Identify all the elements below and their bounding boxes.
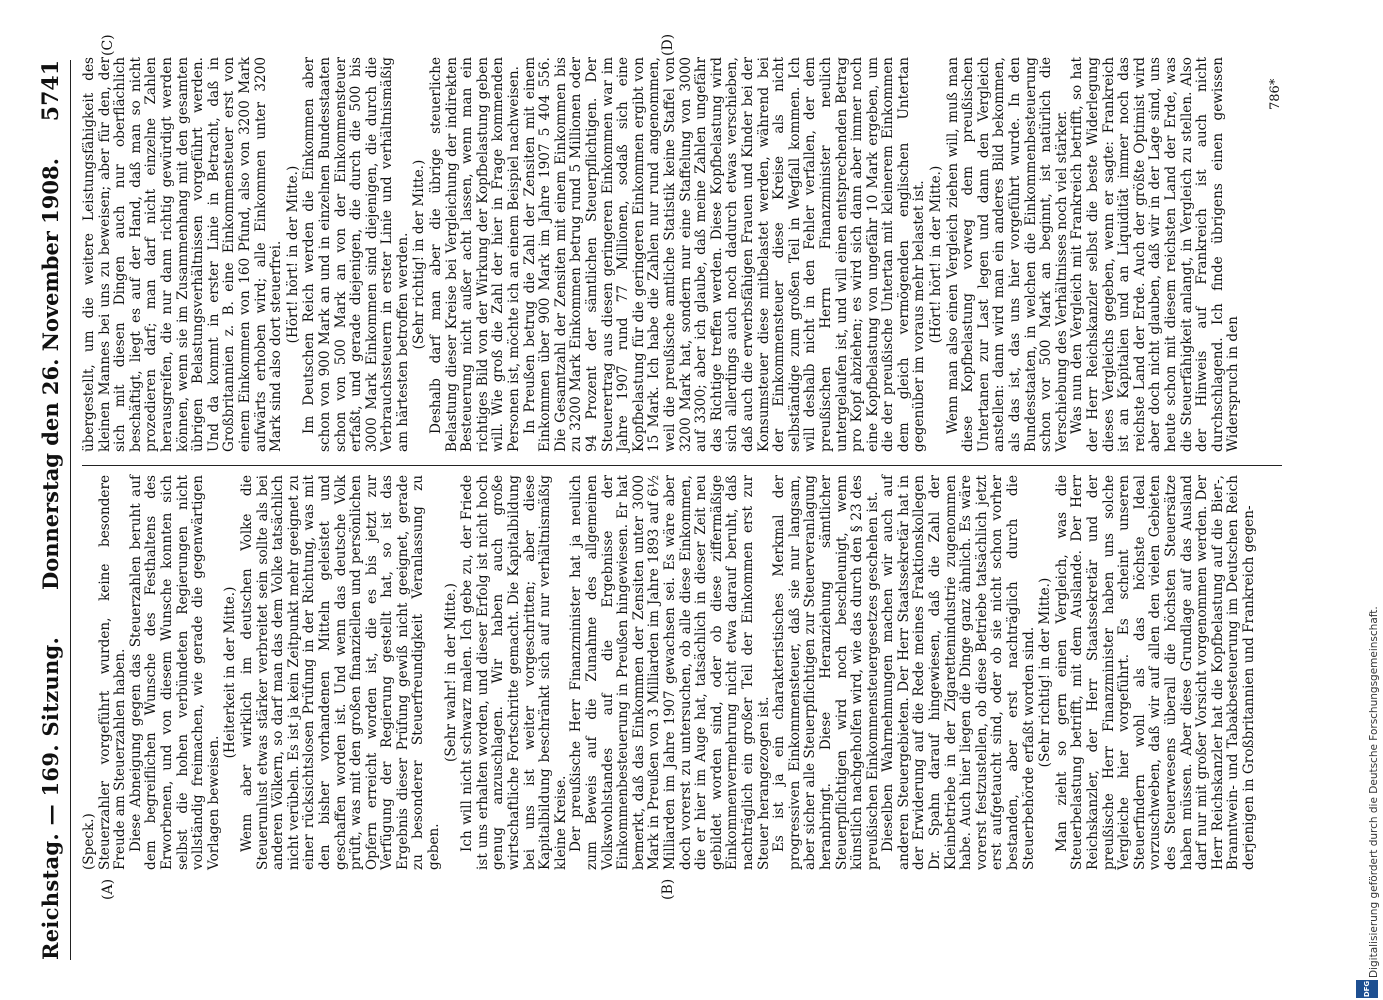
interjection: (Sehr wahr! in der Mitte.) bbox=[442, 583, 459, 762]
paragraph: Man zieht so gern einen Vergleich, was die Steuerbelastung betrifft, mit dem Auslande. Der Herr Reichskanzler, der Herr Staatssekretär und der preußische Herr Finanzminister haben uns solche Vergleiche hier vorgeführt. Es scheint unseren Steuerfindern wohl als das höchste Ideal vorzuschweben, daß wir auf allen den vielen Gebieten des Steuerwesens überall die höchsten Steuersätze haben müssen. Aber diese Grundlage auf das Ausland darf nur mit großer Vorsicht vorgenommen werden. Der Herr Reichskanzler hat die Kopfbelastung auf die Bier-, Branntwein- und Tabakbesteuerung im Deutschen Reich derjenigen in Großbritannien und Frankreich gegen- bbox=[1053, 475, 1257, 870]
margin-marker-c: (C) bbox=[100, 34, 116, 56]
paragraph: (Speck.) bbox=[81, 813, 97, 870]
header-left: Reichstag. — 169. Sitzung. bbox=[38, 636, 63, 960]
paragraph: Steuerzahler vorgeführt wurden, keine besondere Freude am Steuerzahlen haben. bbox=[96, 475, 129, 870]
paragraph: Diese Abneigung gegen das Steuerzahlen beruht auf dem begreiflichen Wunsche des Festhaltens des Erworbenen, und von diesem Wunsche konnten sich selbst die hohen verbündeten Regierungen nicht vollständig freimachen, wie gerade die gegenwärtigen Vorlagen beweisen. bbox=[127, 475, 222, 870]
interjection: (Sehr richtig! in der Mitte.) bbox=[411, 159, 428, 350]
dfg-logo: DFG bbox=[1356, 980, 1378, 998]
interjection: (Hört! hört! in der Mitte.) bbox=[284, 165, 301, 344]
margin-marker-d: (D) bbox=[660, 33, 676, 56]
header-date: Donnerstag den 26. November 1908. bbox=[38, 158, 63, 590]
page-number: 5741 bbox=[38, 60, 64, 122]
paragraph: Es ist ja ein charakteristisches Merkmal der progressiven Einkommensteuer, daß sie nur langsam, aber sicher alle Steuerpflichtigen zur Steuerveranlagung heranbringt. Diese Heranziehung sämtlicher Steuerpflichtigen wird noch beschleunigt, wenn künstlich nachgeholfen wird, wie das durch den § 23 des preußischen Einkommensteuergesetzes geschehen ist. bbox=[771, 475, 881, 870]
interjection: (Hört! hört! in der Mitte.) bbox=[928, 165, 945, 344]
left-text-column bbox=[82, 475, 1258, 870]
paragraph: Im Deutschen Reich werden die Einkommen aber schon von 900 Mark an und in einzelnen Bundesstaaten schon von 500 Mark an von der Einkommensteuer erfaßt, und gerade diejenigen, die durch die 500 bis 3000 Mark Einkommen sind diejenigen, die durch die Verbrauchssteuern in erster Linie und verhältnismäßig am härtesten betroffen werden. bbox=[301, 57, 411, 452]
paragraph: Wenn aber wirklich im deutschen Volke die Steuerunlust etwas stärker verbreitet sein sollte als bei anderen Völkern, so darf man das dem Volke tatsächlich nicht verübeln. Es ist ja kein Zeitpunkt mehr geeignet zu einer rücksichtslosen Prüfung in der Richtung, was mit den bisher vorhandenen Mitteln geleistet und geschaffen worden ist. Und wenn das deutsche Volk prüft, was mit den großen finanziellen und persönlichen Opfern erreicht worden ist, die es bis jetzt zur Verfügung der Regierung gestellt hat, so ist das Ergebnis dieser Prüfung gewiß nicht geeignet, gerade zu besonderer Steuerfreundigkeit Veranlassung zu geben. bbox=[238, 475, 443, 870]
right-text-column bbox=[82, 57, 1242, 452]
paragraph: Ich will nicht schwarz malen. Ich gebe zu, der Friede ist uns erhalten worden, und dieser Erfolg ist nicht hoch genug anzuschlagen. Wir haben auch große wirtschaftliche Fortschritte gemacht. Die Kapitalbildung bei uns ist weiter vorgeschritten; aber diese Kapitalbildung beschränkt sich auf nur verhältnismäßig kleine Kreise. bbox=[459, 475, 569, 870]
paragraph: übergestellt, um die weitere Leistungsfähigkeit des kleinen Mannes bei uns zu beweisen; aber für den, der sich mit diesen Dingen auch nur oberflächlich beschäftigt, liegt es auf der Hand, daß man so nicht prozedieren darf; man darf nicht einzelne Zahlen herausgreifen, die nur dann richtig gewürdigt werden können, wenn sie im Zusammenhang mit den gesamten übrigen Belastungsverhältnissen vorgeführt werden. Und da kommt in erster Linie in Betracht, daß in Großbritannien z. B. eine Einkommensteuer erst von einem Einkommen von 160 Pfund, also von 3200 Mark aufwärts erhoben wird; alle Einkommen unter 3200 Mark sind also dort steuerfrei. bbox=[81, 57, 285, 452]
digitization-credit: Digitalisierung gefördert durch die Deutsche Forschungsgemeinschaft. bbox=[1368, 606, 1380, 978]
interjection: (Sehr richtig! in der Mitte.) bbox=[1037, 577, 1054, 768]
paragraph: Deshalb darf man aber die übrige steuerliche Belastung dieser Kreise bei Vergleichung der indirekten Besteuerung nicht außer acht lassen, wenn man ein richtiges Bild von der Wirkung der Kopfbelastung geben will. Wie groß die Zahl der hier in Frage kommenden Personen ist, möchte ich an einem Beispiel nachweisen. bbox=[428, 57, 523, 452]
paragraph: Dieselben Wahrnehmungen machen wir auch auf anderen Steuergebieten. Der Herr Staatssekretär hat in der Erwiderung auf die Rede meines Fraktionskollegen Dr. Spahn darauf hingewiesen, daß die Zahl der Kleinbetriebe in der Zigarettenindustrie zugenommen habe. Auch hier liegen die Dinge ganz ähnlich. Es wäre vorerst festzustellen, ob diese Betriebe tatsächlich jetzt erst aufgetaucht sind, oder ob sie nicht schon vorher bestanden, aber erst nachträglich durch die Steuerbehörde erfaßt worden sind. bbox=[880, 475, 1037, 870]
column-divider bbox=[82, 465, 1282, 466]
interjection: (Heiterkeit in der Mitte.) bbox=[222, 586, 239, 759]
margin-marker-a: (A) bbox=[100, 878, 116, 900]
margin-marker-b: (B) bbox=[660, 878, 676, 900]
paragraph: Wenn man also einen Vergleich ziehen will, muß man diese Kopfbelastung vorweg dem preußischen Untertanen zur Last legen und dann den Vergleich anstellen: dann wird man ein anderes Bild bekommen, als das ist, das uns hier vorgeführt wurde. In den Bundesstaaten, in welchen die Einkommenbesteuerung schon vor 500 Mark an beginnt, ist natürlich die Verschiebung des Verhältnisses noch viel stärker. bbox=[944, 57, 1070, 452]
paragraph: Der preußische Herr Finanzminister hat ja neulich zum Beweis auf die Zunahme des allgemeinen Volkswohlstandes auf die Ergebnisse der Einkommenbesteuerung in Preußen hingewiesen. Er hat bemerkt, daß das Einkommen der Zensiten unter 3000 Mark in Preußen von 3 Milliarden im Jahre 1893 auf 6½ Milliarden im Jahre 1907 gewachsen sei. Es wäre aber doch vorerst zu untersuchen, ob alle diese Einkommen, die er hier im Auge hat, tatsächlich in dieser Zeit neu gebildet worden sind, oder ob diese ziffermäßige Einkommenvermehrung nicht etwa darauf beruht, daß nachträglich ein großer Teil der Einkommen erst zur Steuer herangezogen ist. bbox=[568, 475, 772, 870]
page-header bbox=[34, 60, 71, 960]
paragraph: In Preußen betrug die Zahl der Zensiten mit einem Einkommen über 900 Mark im Jahre 1907 5 404 556. Die Gesamtzahl der Zensiten mit einem Einkommen bis zu 3200 Mark Einkommen betrug rund 5 Millionen oder 94 Prozent der sämtlichen Steuerpflichtigen. Der Steuerertrag aus diesen geringeren Einkommen war im Jahre 1907 rund 77 Millionen, sodaß sich eine Kopfbelastung für die geringeren Einkommen ergibt von 15 Mark. Ich habe die Zahlen nur rund angenommen, weil die preußische amtliche Statistik keine Staffel von 3200 Mark hat, sondern nur eine Staffelung von 3000 auf 3300; aber ich glaube, daß meine Zahlen ungefähr das Richtige treffen werden. Diese Kopfbelastung wird sich allerdings auch noch dadurch etwas verschieben, daß auch die erwerbsfähigen Frauen und Kinder bei der Konsumsteuer diese mitbelastet werden, während bei der Einkommensteuer diese Kreise als nicht selbständige zum großen Teil in Wegfall kommen. Ich will deshalb nicht in den Fehler verfallen, der dem preußischen Herrn Finanzminister neulich untergelaufen ist, und will einen entsprechenden Betrag pro Kopf abziehen; es wird sich dann aber immer noch eine Kopfbelastung von ungefähr 10 Mark ergeben, um die der preußische Untertan mit kleinerem Einkommen dem gleich vermögenden englischen Untertan gegenüber im voraus mehr belastet ist. bbox=[521, 57, 928, 452]
paragraph: Was nun den Vergleich mit Frankreich betrifft, so hat der Herr Reichskanzler selbst die beste Widerlegung dieses Vergleichs gegeben, wenn er sagte: Frankreich ist an Kapitalien und an Liquidität immer noch das reichste Land der Erde. Auch der größte Optimist wird aber doch nicht glauben, daß wir in der Lage sind, uns heute schon mit diesem reichsten Land der Erde, was die Steuerfähigkeit anlangt, in Vergleich zu stellen. Also der Hinweis auf Frankreich ist auch nicht durchschlagend. Ich finde übrigens einen gewissen Widerspruch in den bbox=[1069, 57, 1242, 452]
signature-mark: 786* bbox=[1268, 78, 1283, 110]
